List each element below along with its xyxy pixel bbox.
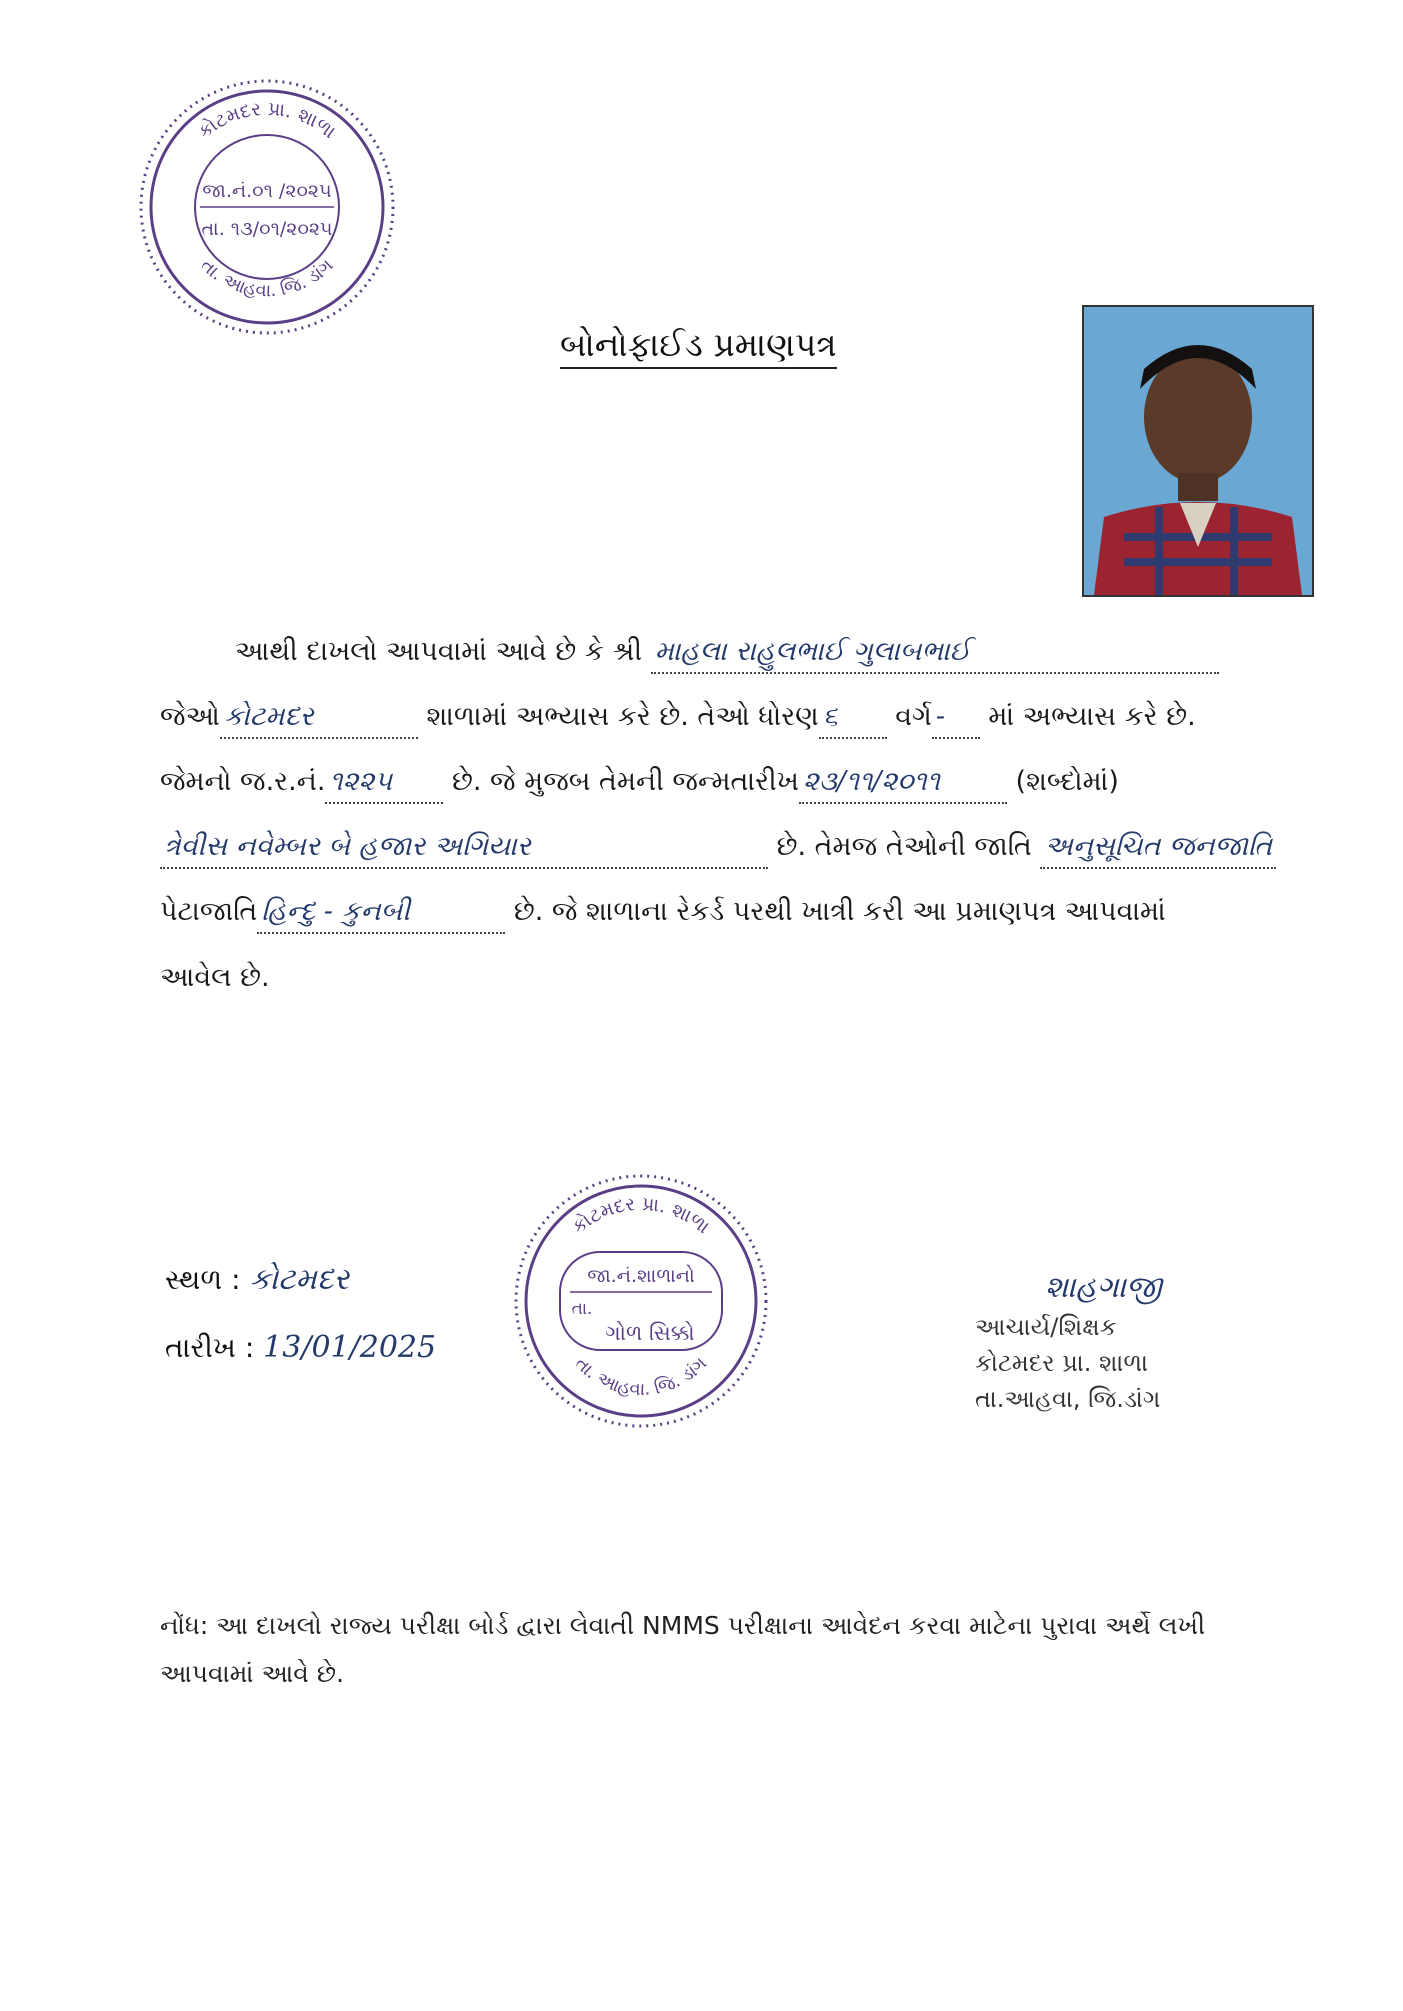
- body-text: વર્ગ: [895, 701, 932, 732]
- body-line-3: [160, 762, 1350, 804]
- body-text: છે. તેમજ તેઓની જાતિ: [776, 831, 1032, 862]
- school-seal-top: [135, 75, 400, 340]
- signatory-address: તા.આહવા, જિ.ડાંગ: [975, 1385, 1161, 1413]
- dob-words-field: ત્રેવીસ નવેમ્બર બે હજાર અગિયાર: [160, 827, 768, 869]
- division-field: -: [932, 697, 980, 739]
- body-text: છે. જે મુજબ તેમની જન્મતારીખ: [452, 766, 799, 797]
- seal-ref-no: જા.નં.શાળાનો: [587, 1265, 695, 1287]
- body-line-4: [160, 827, 1350, 869]
- date-row: [165, 1330, 436, 1365]
- caste-field: અનુસૂચિત જનજાતિ: [1040, 827, 1276, 869]
- signature-block: [975, 1270, 1235, 1421]
- body-text: જેઓ: [160, 701, 220, 732]
- seal-arc-bottom: તા. આહવા. જિ. ડાંગ: [570, 1353, 712, 1401]
- dob-field: ૨૩/૧૧/૨૦૧૧: [799, 762, 1007, 804]
- place-label: સ્થળ :: [165, 1263, 241, 1296]
- date-label: તારીખ :: [165, 1331, 255, 1364]
- signatory-school: કોટમદર પ્રા. શાળા: [975, 1349, 1149, 1377]
- body-text: માં અભ્યાસ કરે છે.: [988, 701, 1196, 732]
- body-text: છે. જે શાળાના રેકર્ડ પરથી ખાત્રી કરી આ પ્રમાણપત્ર આપવામાં: [513, 896, 1166, 927]
- body-text: શાળામાં અભ્યાસ કરે છે. તેઓ ધોરણ: [426, 701, 819, 732]
- place-row: [165, 1262, 349, 1297]
- school-name-field: કોટમદર: [220, 697, 418, 739]
- student-name: માહલા રાહુલભાઈ ગુલાબભાઈ: [651, 632, 1219, 674]
- signatory-role: આચાર્ય/શિક્ષક: [975, 1313, 1117, 1341]
- seal-date: તા. ૧૩/૦૧/૨૦૨૫: [201, 218, 333, 240]
- date-value: 13/01/2025: [263, 1330, 437, 1365]
- student-photo: [1082, 305, 1314, 597]
- seal-date: તા.: [571, 1299, 593, 1319]
- seal-round-stamp: ગોળ સિક્કો: [605, 1321, 695, 1345]
- body-text: પેટાજાતિ: [160, 896, 258, 927]
- seal-ref-no: જા.નં.૦૧ /૨૦૨૫: [202, 180, 332, 202]
- sub-caste-field: હિન્દુ - કુનબી: [257, 892, 505, 934]
- body-line-1: [235, 632, 1403, 674]
- body-text: આથી દાખલો આપવામાં આવે છે કે શ્રી: [235, 636, 643, 667]
- seal-arc-bottom: તા. આહવા. જિ. ડાંગ: [196, 254, 338, 302]
- body-line-2: [160, 697, 1350, 739]
- standard-field: ૬: [819, 697, 887, 739]
- place-value: કોટમદર: [249, 1262, 350, 1297]
- footer-note: નોંધ: આ દાખલો રાજ્ય પરીક્ષા બોર્ડ દ્વારા લેવાતી NMMS પરીક્ષાના આવેદન કરવા માટેના પુરાવા અર્થે લખી આપવામાં આવે છે.: [160, 1611, 1206, 1688]
- seal-arc-top: કોટમદર પ્રા. શાળા: [194, 97, 340, 144]
- body-text: જેમનો જ.ર.નં.: [160, 766, 326, 797]
- body-line-5: [160, 892, 1350, 934]
- seal-arc-top: કોટમદર પ્રા. શાળા: [568, 1192, 714, 1239]
- body-line-6: [160, 958, 1350, 998]
- signature: શાહગાજી: [1045, 1270, 1162, 1305]
- body-text: આવેલ છે.: [160, 962, 270, 993]
- school-seal-bottom: [510, 1170, 772, 1432]
- body-text: (શબ્દોમાં): [1015, 766, 1119, 797]
- gr-number-field: ૧૨૨૫: [325, 762, 443, 804]
- certificate-title: બોનોફાઈડ પ્રમાણપત્ર: [560, 325, 837, 369]
